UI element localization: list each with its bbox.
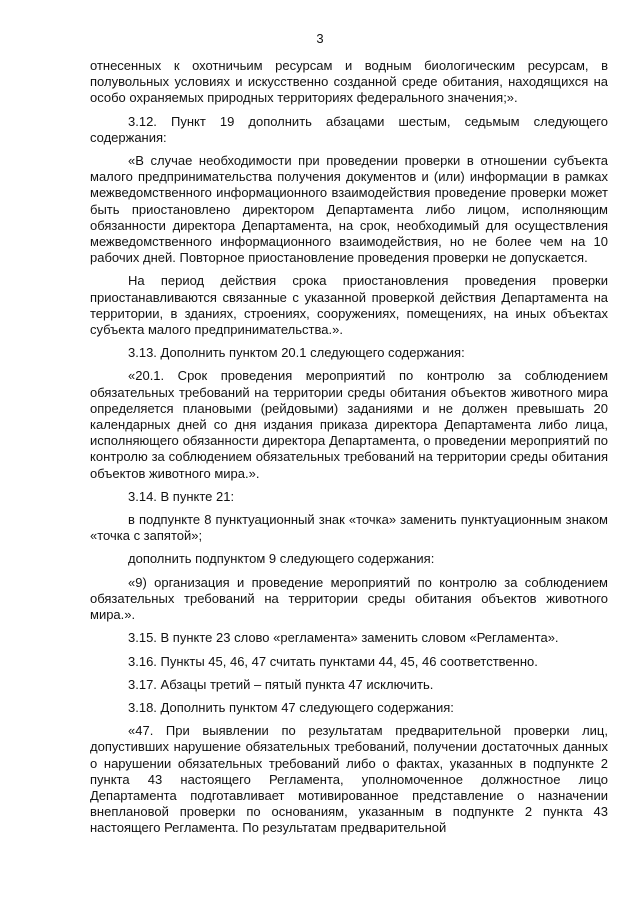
paragraph-3-17: 3.17. Абзацы третий – пятый пункта 47 исключить. xyxy=(128,676,434,692)
paragraph-3-13: 3.13. Дополнить пунктом 20.1 следующего содержания: xyxy=(128,345,465,361)
paragraph-add-subpoint-9: дополнить подпунктом 9 следующего содержания: xyxy=(128,551,435,567)
paragraph-20-1: «20.1. Срок проведения мероприятий по контролю за соблюдением обязательных требований на территории среды обитания объектов животного мира определяется плановыми (рейдовыми) заданиями и не должен превышать 20 календарных дней со дня издания приказа директора Департамента либо лица, исполняющего обязанности директора Департамента, о проведении мероприятий по контролю за соблюдением обязательных требований на территории среды обитания объектов животного мира.». xyxy=(90,368,608,481)
paragraph-subpoint-9-text: «9) организация и проведение мероприятий по контролю за соблюдением обязательных требований на территории среды обитания объектов животного мира.». xyxy=(90,574,608,623)
paragraph-3-18: 3.18. Дополнить пунктом 47 следующего содержания: xyxy=(128,699,454,715)
paragraph-quote-suspension: «В случае необходимости при проведении проверки в отношении субъекта малого предпринимательства получения документов и (или) информации в рамках межведомственного информационного взаимодействия проведение проверки может быть приостановлено директором Департамента либо лицом, исполняющим обязанности директора Департамента, на срок, необходимый для осуществления межведомственного информационного взаимодействия, но не более чем на 10 рабочих дней. Повторное приостановление проведения проверки не допускается. xyxy=(90,153,608,266)
paragraph-subpoint-8: в подпункте 8 пунктуационный знак «точка» заменить пунктуационным знаком «точка с запятой»; xyxy=(90,512,608,544)
paragraph-3-16: 3.16. Пункты 45, 46, 47 считать пунктами 44, 45, 46 соответственно. xyxy=(128,653,538,669)
paragraph-3-14: 3.14. В пункте 21: xyxy=(128,488,235,504)
paragraph-continuation: отнесенных к охотничьим ресурсам и водным биологическим ресурсам, в полувольных условиях и искусственно созданной среде обитания, находящихся на особо охраняемых природных территориях федерального значения;». xyxy=(90,58,608,106)
page-number: 3 xyxy=(316,31,324,46)
paragraph-3-12: 3.12. Пункт 19 дополнить абзацами шестым, седьмым следующего содержания: xyxy=(90,113,608,145)
paragraph-3-15: 3.15. В пункте 23 слово «регламента» заменить словом «Регламента». xyxy=(128,630,559,646)
paragraph-47: «47. При выявлении по результатам предварительной проверки лиц, допустивших нарушение обязательных требований, получении достаточных данных о нарушении обязательных требований либо о фактах, указанных в подпункте 2 пункта 43 настоящего Регламента, уполномоченное должностное лицо Департамента подготавливает мотивированное представление о назначении внеплановой проверки по основаниям, указанным в подпункте 2 пункта 43 настоящего Регламента. По результатам предварительной xyxy=(90,723,608,836)
paragraph-suspension-period: На период действия срока приостановления проведения проверки приостанавливаются связанные с указанной проверкой действия Департамента на территории, в зданиях, строениях, сооружениях, помещениях, на иных объектах субъекта малого предпринимательства.». xyxy=(90,273,608,338)
document-body xyxy=(90,58,608,844)
